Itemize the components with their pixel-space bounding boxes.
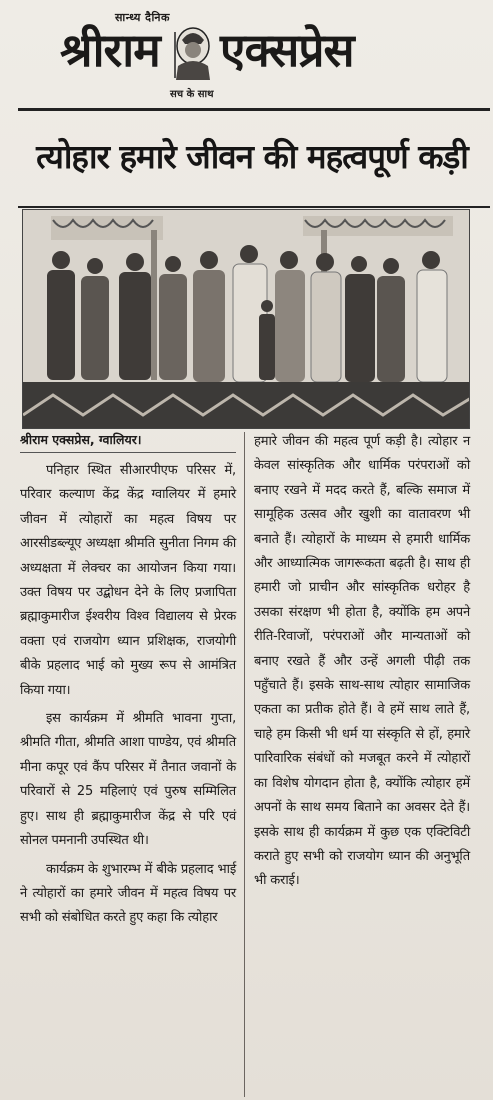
article-dateline: श्रीराम एक्सप्रेस, ग्वालियर। [20,430,236,453]
daily-tag: सान्ध्य दैनिक [115,11,170,24]
article-paragraph: कार्यक्रम के शुभारम्भ में बीके प्रहलाद भाई ने त्योहारों का हमारे जीवन में महत्व विषय पर सभी को संबोधित करते हुए कहा कि त्योहार [20,861,236,926]
lord-ram-emblem-icon [170,26,216,80]
headline-rule [18,206,490,208]
group-photo-illustration [23,210,470,429]
brand-name-right: एक्सप्रेस [220,23,354,77]
article-headline: त्योहार हमारे जीवन की महत्वपूर्ण कड़ी [36,137,468,176]
article-paragraph: पनिहार स्थित सीआरपीएफ परिसर में, परिवार कल्याण केंद्र केंद्र ग्वालियर में हमारे जीवन में त्योहारों का महत्व विषय पर आरसीडब्ल्यूए अध्यक्षा श्रीमति सुनीता निगम की अध्यक्षता में लेक्चर का आयोजन किया गया। उक्त विषय पर उद्बोधन देने के लिए प्रजापिता ब्रह्माकुमारीज ईश्वरीय विश्व विद्यालय से प्रेरक वक्ता एवं राजयोग ध्यान प्रशिक्षक, राजयोगी बीके प्रहलाद भाई को मुख्य रूप से आमंत्रित किया गया। [20,463,236,698]
column-divider [244,432,245,1097]
article-column-left [20,430,236,935]
masthead-tagline: सच के साथ [170,89,214,100]
brand-name-left: श्रीराम [60,23,160,77]
event-photo [22,209,470,429]
article-paragraph: हमारे जीवन की महत्व पूर्ण कड़ी है। त्योहार न केवल सांस्कृतिक और धार्मिक परंपराओं को बनाए रखने में मदद करते हैं, बल्कि समाज में सामूहिक उत्सव और खुशी का वातावरण भी बनाते हैं। त्योहारों के माध्यम से हमारी धार्मिक और आध्यात्मिक जागरूकता बढ़ती है। साथ ही हमारी जो प्राचीन और सांस्कृतिक धरोहर है उसका संरक्षण भी होता है, क्योंकि हम अपने रीति-रिवाजों, परंपराओं और मान्यताओं को बनाए रखते हैं और उन्हें अगली पीढ़ी तक पहुँचाते हैं। इसके साथ-साथ त्योहार सामाजिक एकता का प्रतीक होते हैं। वे हमें साथ लाते हैं, चाहे हम किसी भी धर्म या संस्कृति से हों, हमारे पारिवारिक संबंधों को मजबूत करने में त्योहारों का विशेष योगदान होता है, क्योंकि त्योहार हमें अपनों के साथ समय बिताने का अवसर देते हैं। इसके साथ ही कार्यक्रम में कुछ एक एक्टिविटी कराते हुए सभी को राजयोग ध्यान की अनुभूति भी कराई। [254,434,470,889]
masthead [20,8,490,108]
article-paragraph: इस कार्यक्रम में श्रीमति भावना गुप्ता, श्रीमति गीता, श्रीमति आशा पाण्डेय, एवं श्रीमति मीना कपूर एवं कैंप परिसर में तैनात जवानों के परिवारों से 25 महिलाएं एवं पुरुष सम्मिलित हुए। साथ ही ब्रह्माकुमारीज केंद्र से परि एवं सोनल पमनानी उपस्थित थी। [20,711,236,849]
article-column-right [254,430,470,898]
masthead-rule [18,108,490,111]
